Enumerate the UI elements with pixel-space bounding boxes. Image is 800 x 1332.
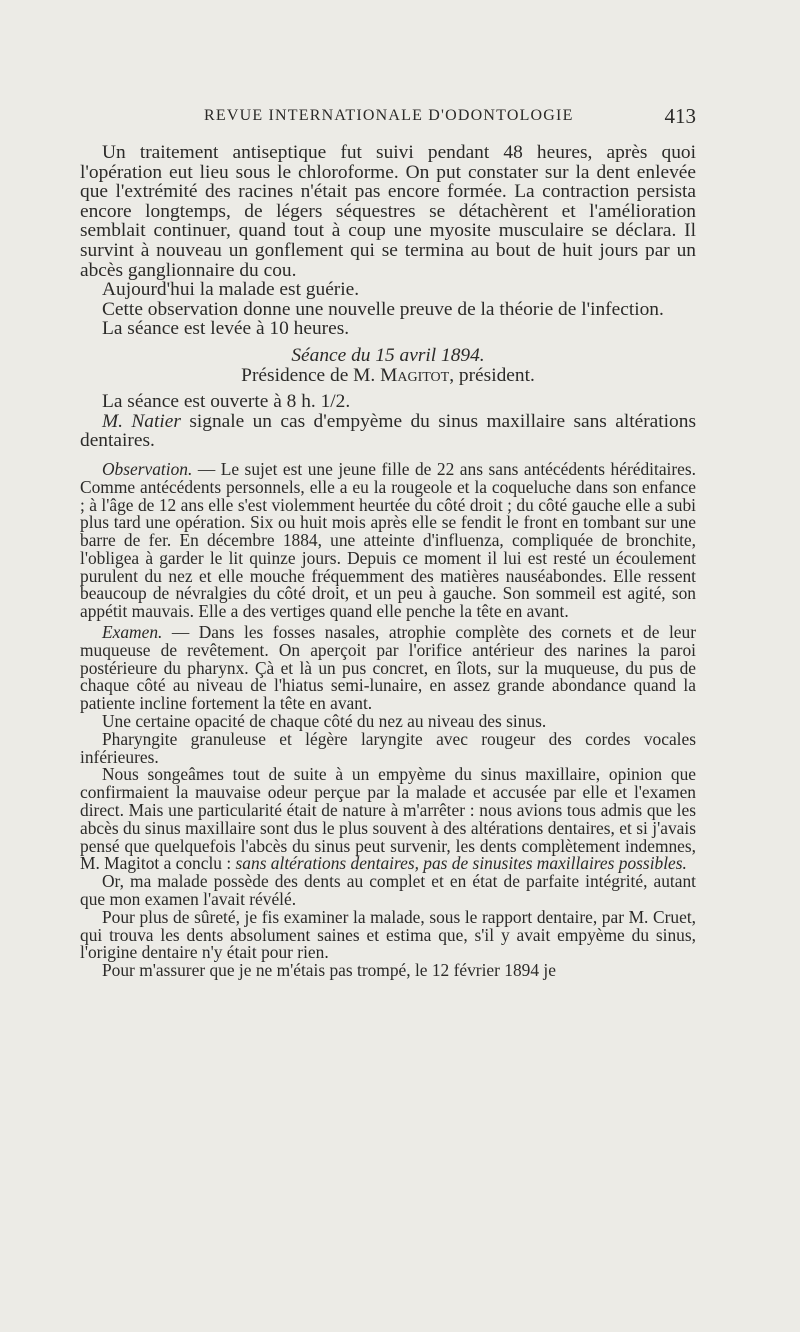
observation-label: Observation. (102, 458, 193, 479)
session-title-text: Séance du 15 avril 1894. (291, 344, 485, 366)
first-section (80, 143, 696, 451)
paragraph-pharyngitis: Pharyngite granuleuse et légère laryngite avec rougeur des cordes vocales inférieures. (80, 728, 696, 767)
presidence-name: Magitot (380, 364, 450, 386)
speaker-name: M. Natier (102, 410, 181, 432)
presidence-prefix: Présidence de M. (241, 364, 381, 386)
paragraph-adjourned: La séance est levée à 10 heures. (102, 318, 350, 340)
paragraph-opacity: Une certaine opacité de chaque côté du nez au niveau des sinus. (102, 711, 547, 732)
paragraph-cruet: Pour plus de sûreté, je fis examiner la malade, sous le rapport dentaire, par M. Cruet, qui trouva les dents absolument saines et estima que, s'il y avait empyème du sinus, l'origine dentaire n'y était pour rien. (80, 906, 696, 963)
examen-text: — Dans les fosses nasales, atrophie complète des cornets et de leur muqueuse de revêtement. On aperçoit par l'orifice antérieur des narines la paroi postérieure du pharynx. Çà et là un pus concret, en îlots, sur la muqueuse, du pus de chaque côté au niveau de l'hiatus semi-lunaire, en assez grande abondance quand la patiente incline fortement la tête en avant. (80, 622, 696, 714)
paragraph-cured: Aujourd'hui la malade est guérie. (102, 279, 360, 301)
paragraph-final: Pour m'assurer que je ne m'étais pas trompé, le 12 février 1894 je (102, 960, 556, 981)
presidence-line (80, 366, 696, 386)
observation-section (80, 458, 696, 981)
page-number: 413 (664, 104, 696, 128)
paragraph-natier-text: signale un cas d'empyème du sinus maxillaire sans altérations dentaires. (80, 410, 696, 452)
examen-label: Examen. (102, 622, 163, 643)
observation-text: — Le sujet est une jeune fille de 22 ans sans antécédents héréditaires. Comme antécédents personnels, elle a eu la rougeole et la coqueluche dans son enfance ; à l'âge de 12 ans elle s'est violemment heurtée du côté droit ; du côté gauche elle a subi plus tard une opération. Six ou huit mois après elle se fendit le front en tombant sur une barre de fer. En décembre 1884, une atteinte d'influenza, compliquée de bronchite, l'obligea à garder le lit quinze jours. Depuis ce moment il lui est resté un écoulement purulent du nez et elle mouche fréquemment des matières nauséabondes. Elle ressent beaucoup de névralgies du côté droit, et un peu à gauche. Son sommeil est agité, son appétit mauvais. Elle a des vertiges quand elle penche la tête en avant. (80, 458, 696, 622)
paragraph-opened: La séance est ouverte à 8 h. 1/2. (102, 391, 351, 413)
paragraph-natier (80, 412, 696, 451)
page-header (80, 104, 696, 130)
paragraph-teeth: Or, ma malade possède des dents au complet et en état de parfaite intégrité, autant que mon examen l'avait révélé. (80, 871, 696, 910)
paragraph-observation (80, 458, 696, 622)
session-title (80, 346, 696, 366)
paragraph-conclusion: Cette observation donne une nouvelle preuve de la théorie de l'infection. (102, 298, 664, 320)
body-text (80, 143, 696, 980)
presidence-suffix: , président. (449, 364, 535, 386)
paragraph-examen (80, 624, 696, 713)
paragraph-treatment: Un traitement antiseptique fut suivi pendant 48 heures, après quoi l'opération eut lieu sous le chloroforme. On put constater sur la dent enlevée que l'extrémité des racines n'était pas encore formée. La contraction persista encore longtemps, de légers séquestres se détachèrent et l'amélioration semblait continuer, quand tout à coup une myosite musculaire se déclara. Il survint à nouveau un gonflement qui se termina au bout de huit jours par un abcès ganglionnaire du cou. (80, 142, 696, 281)
diagnosis-text: Nous songeâmes tout de suite à un empyème du sinus maxillaire, opinion que confirmaient la mauvaise odeur perçue par la malade et accusée par elle et l'examen direct. Mais une particularité était de nature à m'arrêter : nous avions tous admis que les abcès du sinus maxillaire sont dus le plus souvent à des altérations dentaires, et si j'avais pensé que quelquefois l'abcès du sinus peut survenir, les dents complètement indemnes, M. Magitot a conclu : (80, 764, 696, 874)
paragraph-diagnosis (80, 766, 696, 873)
running-head: REVUE INTERNATIONALE D'ODONTOLOGIE (204, 107, 574, 124)
diagnosis-quote: sans altérations dentaires, pas de sinusites maxillaires possibles. (235, 853, 687, 874)
